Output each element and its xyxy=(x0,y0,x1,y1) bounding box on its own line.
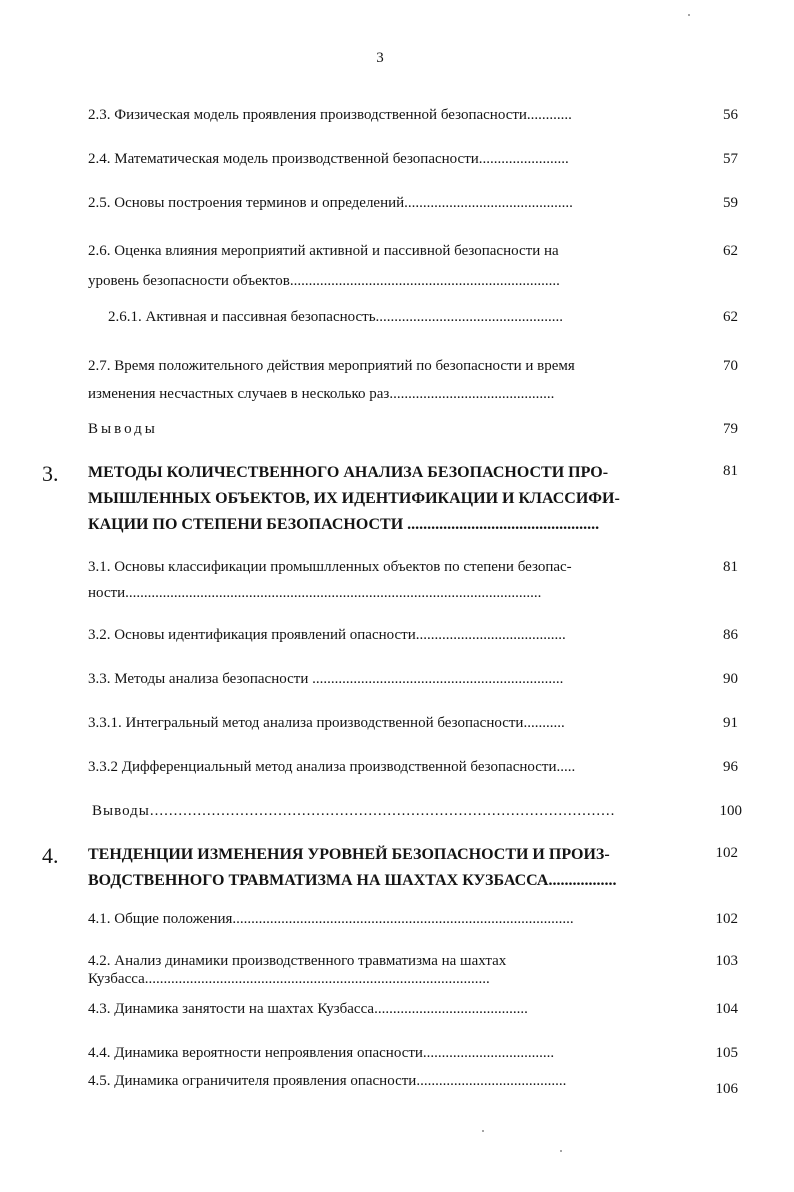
chapter-title-line: МЫШЛЕННЫХ ОБЪЕКТОВ, ИХ ИДЕНТИФИКАЦИИ И КЛАССИФИ- xyxy=(88,490,620,507)
entry-page: 56 xyxy=(723,107,738,123)
conclusions-title xyxy=(88,418,686,440)
entry-title xyxy=(88,192,686,214)
toc-entry xyxy=(40,800,740,822)
entry-page: 59 xyxy=(723,195,738,211)
toc-entry xyxy=(40,418,740,440)
entry-title-line: изменения несчастных случаев в несколько раз............................................ xyxy=(88,386,555,402)
entry-page: 57 xyxy=(723,151,738,167)
entry-title-line: 4.5. Динамика ограничителя проявления опасности........................................ xyxy=(88,1073,567,1089)
chapter-number: 4. xyxy=(42,843,59,868)
entry-title xyxy=(88,712,686,734)
entry-title-line: уровень безопасности объектов........................................................................ xyxy=(88,273,560,289)
toc-entry xyxy=(40,1070,740,1100)
toc-entry xyxy=(40,306,740,328)
entry-title xyxy=(88,998,686,1020)
scan-speck xyxy=(482,1130,484,1132)
entry-title-line: Кузбасса............................................................................................ xyxy=(88,971,490,987)
entry-page: 103 xyxy=(715,953,738,969)
entry-page: 106 xyxy=(715,1081,738,1097)
entry-page: 81 xyxy=(723,559,738,575)
entry-title xyxy=(88,908,686,930)
entry-title-line: 2.7. Время положительного действия мероприятий по безопасности и время xyxy=(88,358,575,374)
toc-entry xyxy=(40,148,740,170)
entry-title-line: 2.6. Оценка влияния мероприятий активной и пассивной безопасности на xyxy=(88,243,559,259)
entry-page: 102 xyxy=(715,845,738,861)
entry-title-line: 2.6.1. Активная и пассивная безопасность.................................................. xyxy=(108,309,564,325)
entry-title xyxy=(88,148,686,170)
toc-entry xyxy=(40,998,740,1020)
toc-entry xyxy=(40,952,740,988)
toc-entry xyxy=(40,554,740,606)
chapter-title-line: ВОДСТВЕННОГО ТРАВМАТИЗМА НА ШАХТАХ КУЗБАССА................. xyxy=(88,872,617,889)
chapter-title-line: ТЕНДЕНЦИИ ИЗМЕНЕНИЯ УРОВНЕЙ БЕЗОПАСНОСТИ И ПРОИЗ- xyxy=(88,846,610,863)
conclusions-title xyxy=(88,800,690,822)
entry-page: 104 xyxy=(715,1001,738,1017)
toc-entry xyxy=(40,908,740,930)
entry-title-line: 3.2. Основы идентификация проявлений опасности........................................ xyxy=(88,627,566,643)
entry-title-line: 4.4. Динамика вероятности непроявления опасности................................... xyxy=(88,1045,555,1061)
entry-page: 70 xyxy=(723,358,738,374)
entry-title xyxy=(88,352,686,408)
entry-title xyxy=(88,1070,686,1092)
toc-entry xyxy=(40,1042,740,1064)
entry-title-line: 4.2. Анализ динамики производственного травматизма на шахтах xyxy=(88,953,507,969)
entry-title-line: 4.1. Общие положения........................................................................................... xyxy=(88,911,574,927)
entry-title xyxy=(88,668,686,690)
entry-page: 62 xyxy=(723,309,738,325)
entry-title xyxy=(88,952,686,988)
toc-entry xyxy=(40,352,740,408)
toc-chapter xyxy=(40,842,740,894)
table-of-contents xyxy=(40,104,740,1100)
page-number: 3 xyxy=(376,50,384,66)
entry-page: 79 xyxy=(723,421,738,437)
entry-title xyxy=(88,104,686,126)
chapter-title-line: КАЦИИ ПО СТЕПЕНИ БЕЗОПАСНОСТИ ................................................ xyxy=(88,516,600,533)
toc-chapter xyxy=(40,460,740,538)
toc-entry xyxy=(40,712,740,734)
entry-title-line: 4.3. Динамика занятости на шахтах Кузбасса......................................... xyxy=(88,1001,528,1017)
entry-title xyxy=(88,624,686,646)
scan-speck xyxy=(688,14,690,16)
entry-page: 91 xyxy=(723,715,738,731)
entry-title xyxy=(88,1042,686,1064)
chapter-number: 3. xyxy=(42,461,59,486)
entry-page: 90 xyxy=(723,671,738,687)
entry-page: 100 xyxy=(719,803,742,819)
entry-page: 105 xyxy=(715,1045,738,1061)
entry-title-line: Выводы xyxy=(88,421,158,437)
entry-title xyxy=(88,756,686,778)
entry-title xyxy=(88,306,686,328)
entry-page: 102 xyxy=(715,911,738,927)
entry-page: 81 xyxy=(723,463,738,479)
toc-entry xyxy=(40,668,740,690)
toc-entry xyxy=(40,192,740,214)
entry-page: 86 xyxy=(723,627,738,643)
entry-title-line: 3.1. Основы классификации промышлленных объектов по степени безопас- xyxy=(88,559,572,575)
entry-title-line: 3.3.2 Дифференциальный метод анализа производственной безопасности..... xyxy=(88,759,576,775)
entry-title-line: Выводы.................................................................................................. xyxy=(92,803,616,819)
entry-title-line: ности............................................................................................................... xyxy=(88,585,542,601)
toc-entry xyxy=(40,624,740,646)
scan-speck xyxy=(560,1150,562,1152)
entry-title-line: 2.4. Математическая модель производственной безопасности........................ xyxy=(88,151,569,167)
toc-entry xyxy=(40,236,740,296)
entry-title xyxy=(88,554,686,606)
entry-title-line: 3.3.1. Интегральный метод анализа производственной безопасности........... xyxy=(88,715,565,731)
entry-page: 62 xyxy=(723,243,738,259)
entry-page: 96 xyxy=(723,759,738,775)
chapter-title xyxy=(88,842,686,894)
entry-title-line: 2.3. Физическая модель проявления производственной безопасности............ xyxy=(88,107,572,123)
toc-entry xyxy=(40,756,740,778)
entry-title xyxy=(88,236,686,296)
toc-entry xyxy=(40,104,740,126)
chapter-title xyxy=(88,460,686,538)
entry-title-line: 2.5. Основы построения терминов и определений............................................. xyxy=(88,195,573,211)
entry-title-line: 3.3. Методы анализа безопасности ................................................................... xyxy=(88,671,564,687)
chapter-title-line: МЕТОДЫ КОЛИЧЕСТВЕННОГО АНАЛИЗА БЕЗОПАСНОСТИ ПРО- xyxy=(88,464,609,481)
